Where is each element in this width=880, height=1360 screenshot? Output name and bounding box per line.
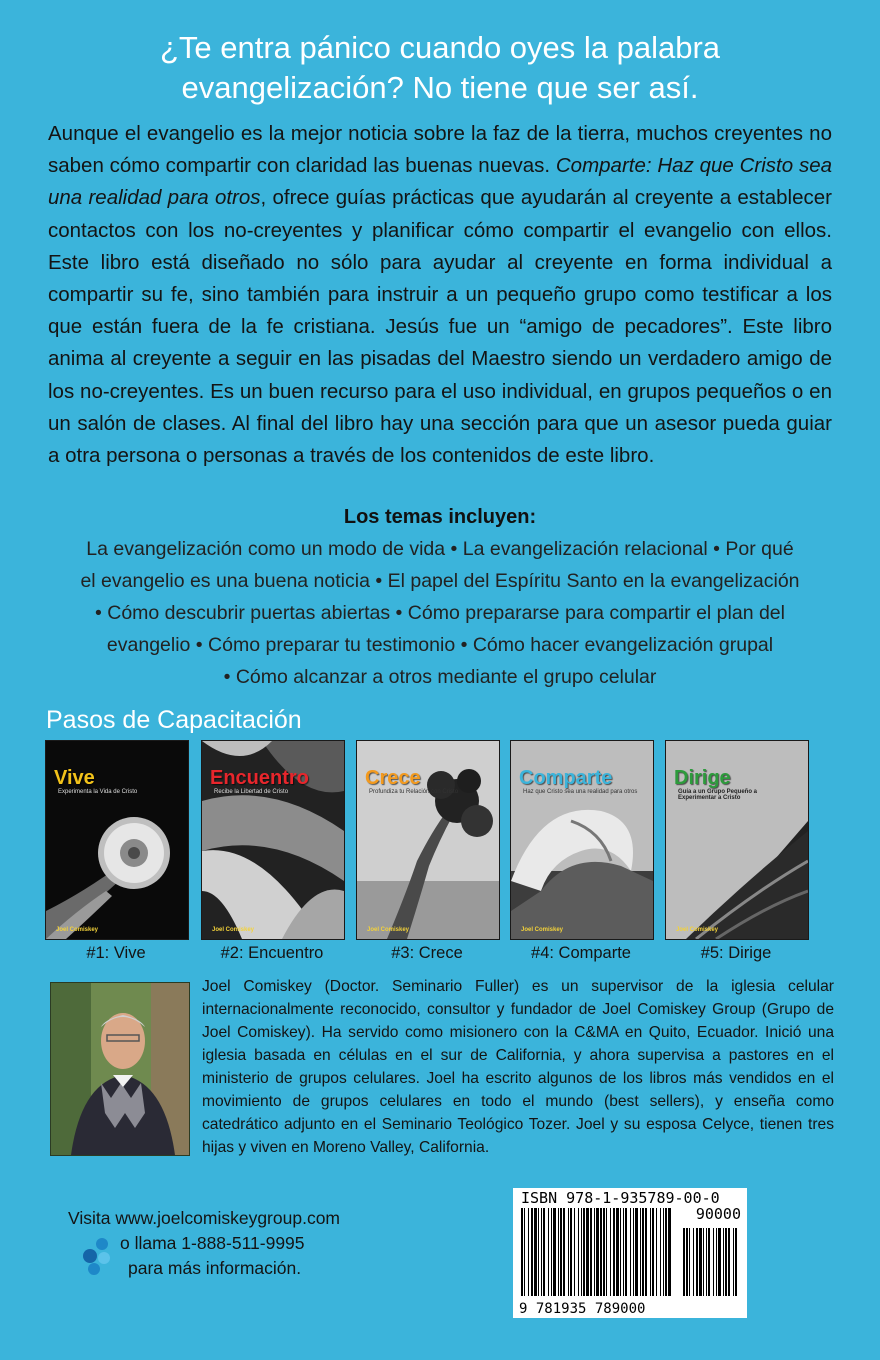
barcode-bar [683,1228,685,1296]
book-cover-author: Joel Comiskey [367,927,410,933]
barcode-bar [716,1228,717,1296]
barcode-bar [635,1208,638,1296]
book-cover-dirige [665,740,809,940]
barcode-bar [610,1208,611,1296]
book-cover-author: Joel Comiskey [212,927,255,933]
barcode-bar [600,1208,602,1296]
barcode-bar [613,1208,615,1296]
book-caption: #1: Vive [86,944,146,962]
barcode-bar [699,1228,702,1296]
barcode-bar [558,1208,559,1296]
barcode-bar [581,1208,582,1296]
isbn-barcode [513,1188,747,1318]
book-caption: #3: Crece [391,944,463,962]
barcode-bar [718,1228,721,1296]
barcode-bar [713,1228,714,1296]
barcode-bar [583,1208,585,1296]
description-rest: , ofrece guías prácticas que ayudarán al creyente a establecer contactos con los no-creyentes y planificar cómo compartir el evangelio con ellos. Este libro está diseñado no sólo para ayudar al creyente en forma individual a compartir su fe, sino también para instruir a un pequeño grupo como testificar a los que están fuera de la fe cristiana. Jesús fue un “amigo de pecadores”. Este libro anima al creyente a seguir en las pisadas del Maestro siendo un verdadero amigo de los no-creyentes. Es un buen recurso para el uso individual, en grupos pequeños o en un salón de clases. Al final del libro hay una sección para que un asesor pueda guiar a otra persona o personas a través de los contenidos de este libro. [48,186,832,468]
barcode-bar [596,1208,599,1296]
barcode-bar [590,1208,592,1296]
barcode-bar [616,1208,619,1296]
book-cover-crece [356,740,500,940]
barcode-bar [663,1208,664,1296]
book-cover-subtitle: Recibe la Libertad de Cristo [214,789,289,795]
topics-line: La evangelización como un modo de vida • La evangelización relacional • Por qué [86,538,794,560]
barcode-bar [594,1208,595,1296]
barcode-bar [723,1228,724,1296]
barcode-bar [689,1228,690,1296]
barcode-bar [541,1208,542,1296]
isbn-number: ISBN 978-1-935789-00-0 [521,1189,720,1207]
barcode-bar [640,1208,641,1296]
book-cover-vive [45,740,189,940]
author-photo [50,982,190,1156]
publisher-logo-icon [80,1236,116,1276]
contact-more-info: para más información. [128,1258,302,1278]
contact-phone: o llama 1-888-511-9995 [120,1233,305,1253]
book-cover-title: Crece [365,767,421,789]
book-cover-title: Encuentro [210,767,309,789]
book-description [48,118,832,472]
barcode-bars [513,1188,747,1318]
barcode-bar [652,1208,654,1296]
author-portrait-image [51,983,189,1155]
barcode-bar [642,1208,644,1296]
barcode-bar [551,1208,552,1296]
book-cover-subtitle: Guía a un Grupo Pequeño a Experimentar a Cristo [678,789,758,801]
book-cover-title: Comparte [519,767,613,789]
book-cover-title: Dirige [674,767,731,789]
barcode-bar [706,1228,707,1296]
barcode-bar [563,1208,565,1296]
barcode-bar [625,1208,627,1296]
back-cover-heading [40,28,840,108]
topics-line: • Cómo alcanzar a otros mediante el grupo celular [223,666,657,688]
barcode-bar [524,1208,525,1296]
barcode-bar [693,1228,694,1296]
description-intro: Aunque el evangelio es la mejor noticia sobre la faz de la tierra, muchos creyentes no saben cómo compartir con claridad las buenas nuevas. [48,122,832,178]
author-bio: Joel Comiskey (Doctor. Seminario Fuller) es un supervisor de la iglesia celular internacionalmente reconocido, consultor y fundador de Joel Comiskey Group (Grupo de Joel Comiskey). Ha servido como misionero con la C&MA en Quito, Ecuador. Inició una iglesia basada en células en el sur de California, y ahora supervisa a pastores en el ministerio de grupos celulares. Joel ha escrito algunos de los libros más vendidos en el movimiento de grupos celulares en todo el mundo (best sellers), y enseña como catedrático adjunto en el Seminario Teológico Tozer. Joel y su esposa Celyce, tienen tres hijas y viven en Moreno Valley, California. [202,978,834,1156]
contact-website: Visita www.joelcomiskeygroup.com [68,1208,341,1228]
barcode-bar [568,1208,569,1296]
book-cover-author: Joel Comiskey [521,927,564,933]
topics-list [40,533,840,693]
heading-line-1: ¿Te entra pánico cuando oyes la palabra [159,30,721,65]
barcode-bar [660,1208,661,1296]
barcode-bar [553,1208,556,1296]
topics-line: evangelio • Cómo preparar tu testimonio • Cómo hacer evangelización grupal [106,634,774,656]
barcode-bar [548,1208,549,1296]
barcode-bar [528,1208,529,1296]
book-cover-subtitle: Profundiza tu Relación con Cristo [369,789,459,795]
barcode-bar [735,1228,737,1296]
barcode-bar [725,1228,727,1296]
barcode-bar [630,1208,631,1296]
barcode-bar [578,1208,579,1296]
heading-line-2: evangelización? No tiene que ser así. [181,70,699,105]
barcode-bar [531,1208,533,1296]
barcode-bar [560,1208,562,1296]
barcode-bar [534,1208,537,1296]
ean-number: 9 781935 789000 [519,1301,646,1317]
book-cover-subtitle: Experimenta la Vida de Cristo [58,789,138,795]
barcode-bar [538,1208,539,1296]
barcode-bar [574,1208,575,1296]
barcode-bar [686,1228,688,1296]
description-book-title: Comparte: Haz que Cristo sea una realidad para otros [48,154,832,210]
barcode-bar [543,1208,545,1296]
barcode-bar [586,1208,589,1296]
book-cover-author: Joel Comiskey [56,927,99,933]
book-caption: #5: Dirige [700,944,772,962]
barcode-bar [728,1228,730,1296]
book-caption: #2: Encuentro [220,944,324,962]
barcode-bar [656,1208,657,1296]
topics-line: el evangelio es una buena noticia • El papel del Espíritu Santo en la evangelización [80,570,800,592]
price-code: 90000 [695,1205,741,1223]
book-cover-subtitle: Haz que Cristo sea una realidad para otros [523,789,638,795]
book-cover-title: Vive [54,767,95,789]
barcode-bar [570,1208,572,1296]
barcode-bar [620,1208,621,1296]
barcode-bar [733,1228,734,1296]
book-caption: #4: Comparte [531,944,631,962]
topics-line: • Cómo descubrir puertas abiertas • Cómo prepararse para compartir el plan del [95,602,785,624]
book-cover-encuentro [201,740,345,940]
barcode-bar [665,1208,667,1296]
barcode-bar [650,1208,651,1296]
barcode-bar [603,1208,605,1296]
series-title: Pasos de Capacitación [46,706,302,734]
barcode-bar [696,1228,698,1296]
barcode-bar [606,1208,607,1296]
barcode-bar [521,1208,523,1296]
topics-title: Los temas incluyen: [343,506,537,528]
barcode-bar [708,1228,710,1296]
barcode-bar [668,1208,671,1296]
barcode-bar [623,1208,624,1296]
barcode-bar [633,1208,634,1296]
book-cover-comparte [510,740,654,940]
book-cover-author: Joel Comiskey [676,927,719,933]
barcode-bar [703,1228,704,1296]
barcode-bar [645,1208,647,1296]
